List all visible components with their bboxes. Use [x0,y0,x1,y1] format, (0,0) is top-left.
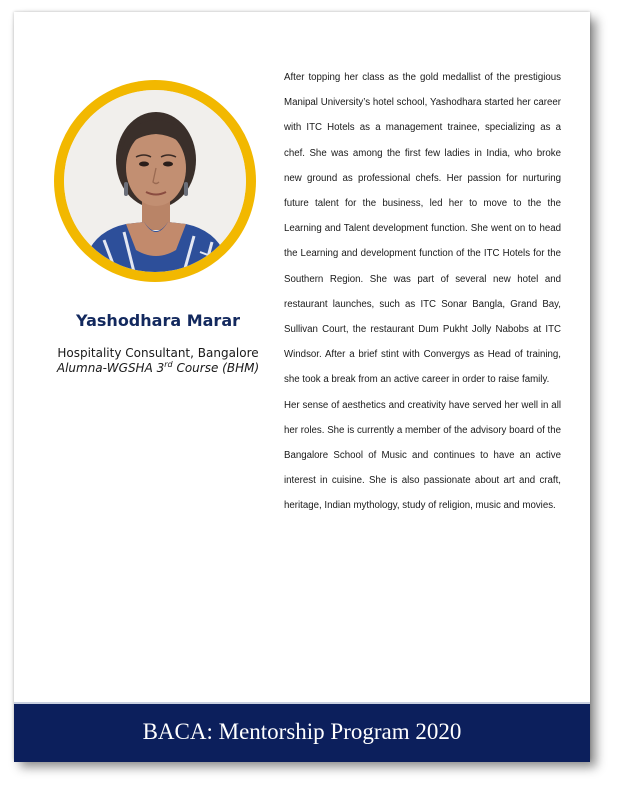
person-portrait-illustration [64,90,246,272]
bio-paragraph: Her sense of aesthetics and creativity have served her well in all her roles. She is currently a member of the advisory board of the Bangalore School of Music and continues to have an active interest in cuisine. She is also passionate about art and craft, heritage, Indian mythology, study of religion, music and movies. [284,399,561,512]
document-page [14,12,590,760]
footer-title: BACA: Mentorship Program 2020 [142,719,462,744]
biography [284,65,561,519]
person-name: Yashodhara Marar [75,311,240,330]
footer-banner [14,702,590,762]
alumna-line [14,361,302,376]
portrait-frame [54,80,256,282]
alumna-suffix: Course (BHM) [172,361,260,375]
portrait-photo [64,90,246,272]
person-role: Hospitality Consultant, Bangalore [57,346,259,360]
alumna-superscript: rd [164,360,173,369]
alumna-prefix: Alumna-WGSHA 3 [56,361,165,375]
bio-paragraph: After topping her class as the gold medallist of the prestigious Manipal University’s hotel school, Yashodhara started her career with ITC Hotels as a management trainee, specializing as a chef. She was among the first few ladies in India, who broke new ground as professional chefs. Her passion for nurturing future talent for the business, led her to move to the the Learning and Talent development function. She went on to head the Learning and development function of the ITC Hotels for the Southern Region. She was part of several new hotel and restaurant launches, such as ITC Sonar Bangla, Grand Bay, Sullivan Court, the restaurant Dum Pukht Jolly Nabobs at ITC Windsor. After a brief stint with Convergys as Head of training, she took a break from an active career in order to raise family. [284,72,561,386]
